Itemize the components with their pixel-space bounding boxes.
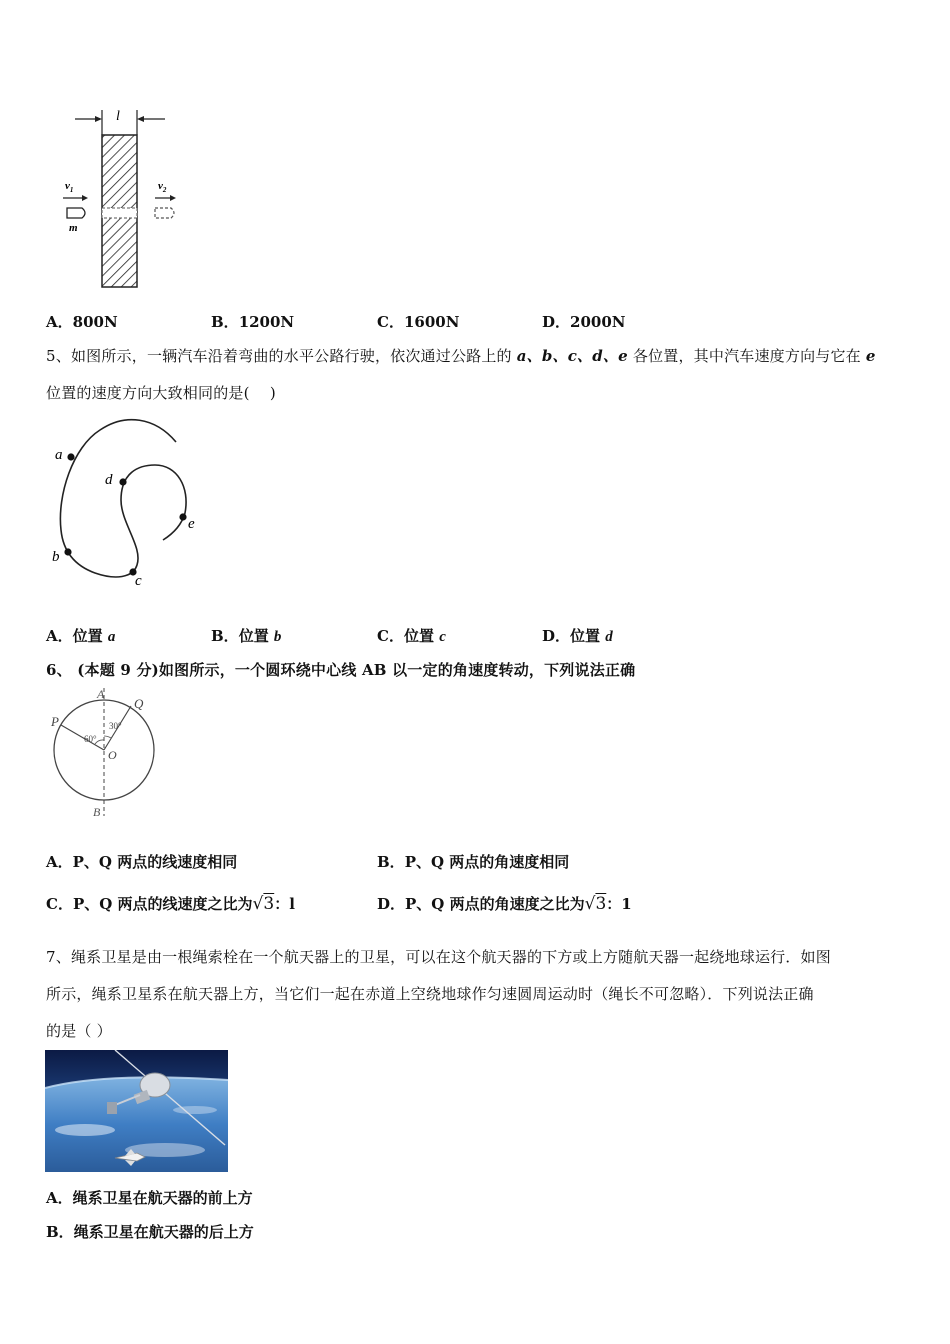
- ring-rotation-figure: [45, 686, 170, 821]
- q4-option-a[interactable]: A．800N: [46, 313, 118, 331]
- label-v1: $v_1$: [65, 180, 74, 194]
- q4-option-c[interactable]: C．1600N: [377, 313, 460, 331]
- label-Q: Q: [134, 696, 144, 711]
- q6-stem: 6、 (本题 9 分)如图所示，一个圆环绕中心线 AB 以一定的角速度转动，下列说法正确: [46, 661, 636, 679]
- q7-stem-line1: 7、绳系卫星是由一根绳索栓在一个航天器上的卫星，可以在这个航天器的下方或上方随航天器一起绕地球运行．如图: [46, 948, 831, 966]
- curved-road-figure: [45, 415, 215, 595]
- bullet-after: [155, 208, 174, 218]
- label-B: B: [93, 805, 101, 819]
- radius-op: [61, 725, 104, 750]
- label-c: c: [135, 573, 142, 589]
- label-a: a: [55, 447, 63, 463]
- q5-stem-line1: 5、如图所示，一辆汽车沿着弯曲的水平公路行驶，依次通过公路上的 a、b、c、d、e 各位置，其中汽车速度方向与它在 e: [46, 347, 876, 365]
- tethered-satellite-photo: [45, 1050, 228, 1172]
- label-d: d: [105, 472, 113, 488]
- label-l: l: [116, 109, 120, 124]
- point-e: [179, 513, 186, 520]
- bullet-before: [67, 208, 85, 218]
- label-A: A: [97, 687, 105, 701]
- label-angle-30: 30°: [109, 721, 122, 731]
- q6-option-c[interactable]: C．P、Q 两点的线速度之比为√3：l: [46, 894, 295, 914]
- q4-option-d[interactable]: D．2000N: [542, 313, 626, 331]
- sqrt-sign: √: [584, 894, 596, 914]
- label-b: b: [52, 549, 60, 565]
- sqrt-sign: √: [252, 894, 264, 914]
- q7-option-b[interactable]: B．绳系卫星在航天器的后上方: [46, 1223, 254, 1241]
- point-b: [64, 548, 71, 555]
- q6-option-a[interactable]: A．P、Q 两点的线速度相同: [46, 853, 238, 871]
- road-curve: [60, 420, 186, 577]
- q7-stem-line3: 的是（ ）: [46, 1022, 112, 1040]
- label-m: m: [69, 222, 78, 234]
- q7-option-a[interactable]: A．绳系卫星在航天器的前上方: [46, 1189, 253, 1207]
- point-d: [119, 478, 126, 485]
- q6-option-d[interactable]: D．P、Q 两点的角速度之比为√3：1: [377, 894, 632, 914]
- q5-option-a[interactable]: A．位置 a: [46, 627, 116, 645]
- q6-option-b[interactable]: B．P、Q 两点的角速度相同: [377, 853, 570, 871]
- label-P: P: [51, 714, 59, 729]
- q7-stem-line2: 所示，绳系卫星系在航天器上方，当它们一起在赤道上空绕地球作匀速圆周运动时（绳长不可忽略）．下列说法正确: [46, 985, 814, 1003]
- label-O: O: [108, 748, 117, 762]
- q4-option-b[interactable]: B．1200N: [211, 313, 295, 331]
- label-v2: $v_2$: [158, 180, 167, 194]
- bullet-track: [102, 208, 137, 218]
- point-a: [67, 453, 74, 460]
- q5-option-c[interactable]: C．位置 c: [377, 627, 446, 645]
- q5-stem-line2: 位置的速度方向大致相同的是( ): [46, 384, 276, 402]
- q5-option-d[interactable]: D．位置 d: [542, 627, 613, 645]
- label-e: e: [188, 516, 195, 532]
- bullet-block-figure: [55, 105, 205, 295]
- label-angle-60: 60°: [84, 734, 97, 744]
- q5-option-b[interactable]: B．位置 b: [211, 627, 282, 645]
